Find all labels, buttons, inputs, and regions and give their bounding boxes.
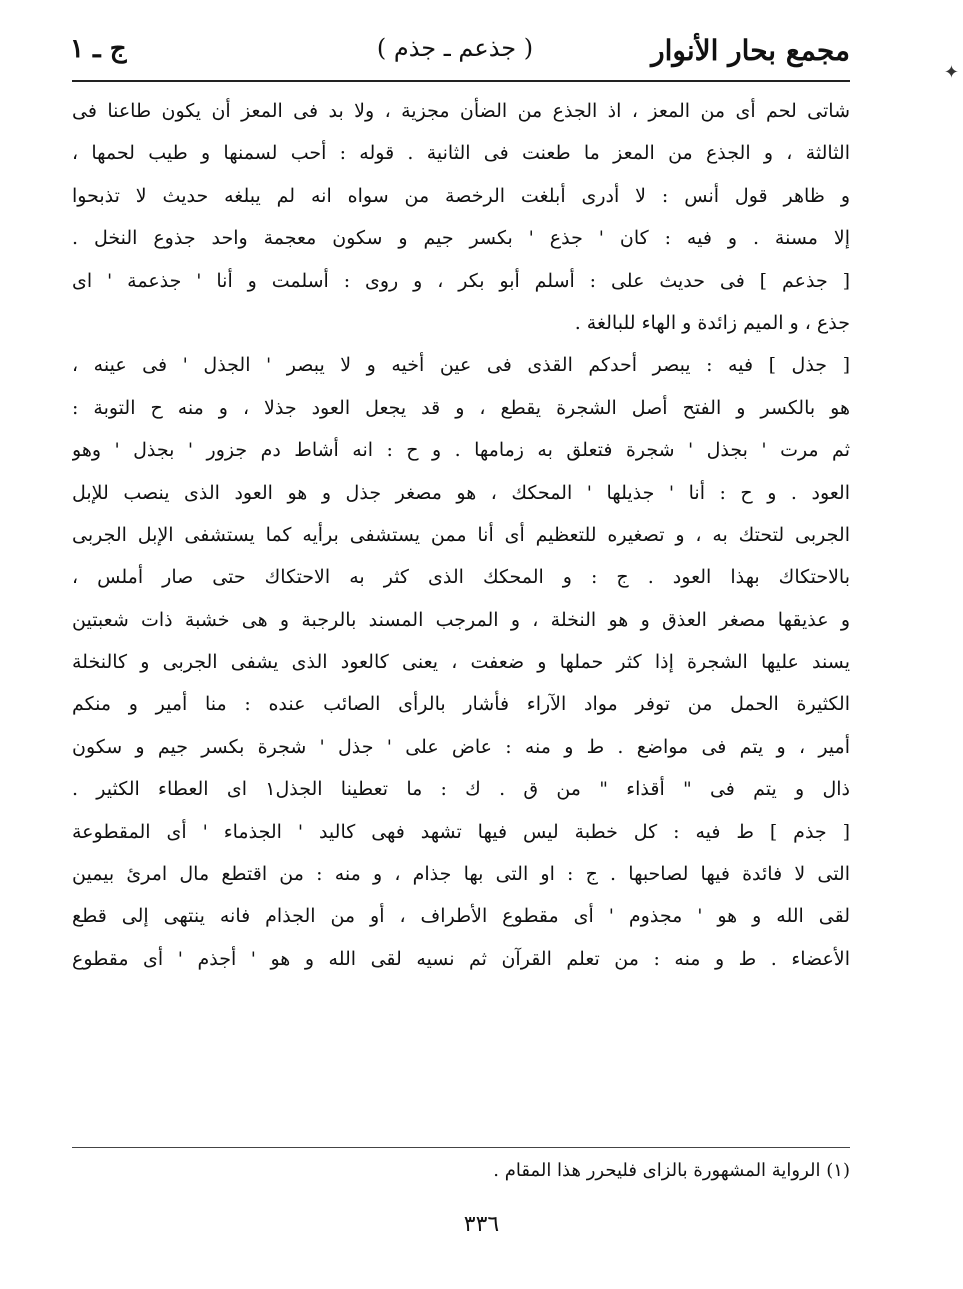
text-line: الثالثة ، و الجذع من المعز ما طعنت فى الثانية . قوله : أحب لسمنها و طيب لحمها ، bbox=[72, 142, 850, 165]
text-line: الجربى لتحتك به ، و تصغيره للتعظيم أى أنا ممن يستشفى برأيه كما يستشفى الإبل الجربى bbox=[72, 523, 850, 546]
text-line: التى لا فائدة فيها لصاحبها . ج : او التى بها جذام ، و منه : من اقتطع مال امرئ بيمين bbox=[72, 863, 850, 886]
footnote: (١) الرواية المشهورة بالزاى فليحرر هذا المقام . bbox=[493, 1160, 850, 1181]
text-line: هو بالكسر و الفتح أصل الشجرة يقطع ، و قد يجعل العود جذلا ، و منه ح التوبة : bbox=[72, 396, 850, 419]
text-line: إلا مسنة . و فيه : كان ' جذع ' بكسر جيم و سكون معجمة واحد جذوع النخل . bbox=[72, 227, 850, 250]
text-line: [ جذم ] ط فيه : كل خطبة ليس فيها تشهد فهى كاليد ' الجذماء ' أى المقطوعة bbox=[72, 820, 850, 843]
text-line: الكثيرة الحمل من توفر مواد الآراء فأشار بالرأى الصائب عنده : منا أمير و منكم bbox=[72, 693, 850, 716]
volume-label: ج ـ ١ bbox=[70, 34, 127, 64]
page-header bbox=[60, 20, 850, 80]
text-line: يسند عليها الشجرة إذا كثر حملها و ضعفت ، يعنى كالعود الذى يشفى الجربى و كالنخلة bbox=[72, 651, 850, 674]
margin-mark-icon: ✦ bbox=[943, 62, 959, 83]
text-line: شاتى لحم أى من المعز ، اذ الجذع من الضأن مجزية ، ولا بد فى المعز أن يكون طاعنا فى bbox=[72, 100, 850, 122]
body-text bbox=[72, 90, 850, 980]
text-line: بالاحتكاك بهذا العود . ج : و المحكك الذى كثر به الاحتكاك حتى صار أملس ، bbox=[72, 566, 850, 589]
text-line: الأعضاء . ط و منه : من تعلم القرآن ثم نسيه لقى الله و هو ' أجذم ' أى مقطوع bbox=[72, 947, 850, 970]
text-line: [ جذعم ] فى حديث على : أسلم أبو بكر ، و روى : أسلمت و أنا ' جذعمة ' اى bbox=[72, 269, 850, 292]
text-line: لقى الله و هو ' مجذوم ' أى مقطوع الأطراف ، أو من الجذام فانه ينتهى إلى قطع bbox=[72, 905, 850, 928]
text-line: و ظاهر قول أنس : لا أدرى أبلغت الرخصة من سواه انه لم يبلغه حديث لا تذبحوا bbox=[72, 184, 850, 207]
text-line: أمير ، و يتم فى مواضع . ط و منه : عاض على ' جذل ' شجرة بكسر جيم و سكون bbox=[72, 735, 850, 758]
text-line: و عذيقها مصغر العذق و هو النخلة ، و المرجب المسند بالرجبة و هى خشبة ذات شعبتين bbox=[72, 608, 850, 631]
section-title: ( جذعم ـ جذم ) bbox=[376, 34, 534, 62]
text-line: ذال و يتم فى " أقذاء " من ق . ك : ما تعطينا الجذل١ اى العطاء الكثير . bbox=[72, 778, 850, 801]
book-title: مجمع بحار الأنوار bbox=[651, 34, 850, 67]
text-line: جذع ، و الميم زائدة و الهاء للبالغة . bbox=[574, 311, 850, 334]
page-number: ٣٣٦ bbox=[463, 1212, 500, 1237]
text-line: [ جذل ] فيه : يبصر أحدكم القذى فى عين أخيه و لا يبصر ' الجذل ' فى عينه ، bbox=[72, 354, 850, 377]
header-rule bbox=[72, 80, 850, 82]
footnote-rule bbox=[72, 1147, 850, 1148]
text-line: العود . و ح : أنا ' جذيلها ' المحكك ، هو مصغر جذل و هو العود الذى ينصب للإبل bbox=[72, 481, 850, 504]
text-line: ثم مرت ' بجذل ' شجرة فتعلق به زمامها . و ح : انه أشاط دم جزور ' بجذل ' وهو bbox=[72, 439, 850, 462]
